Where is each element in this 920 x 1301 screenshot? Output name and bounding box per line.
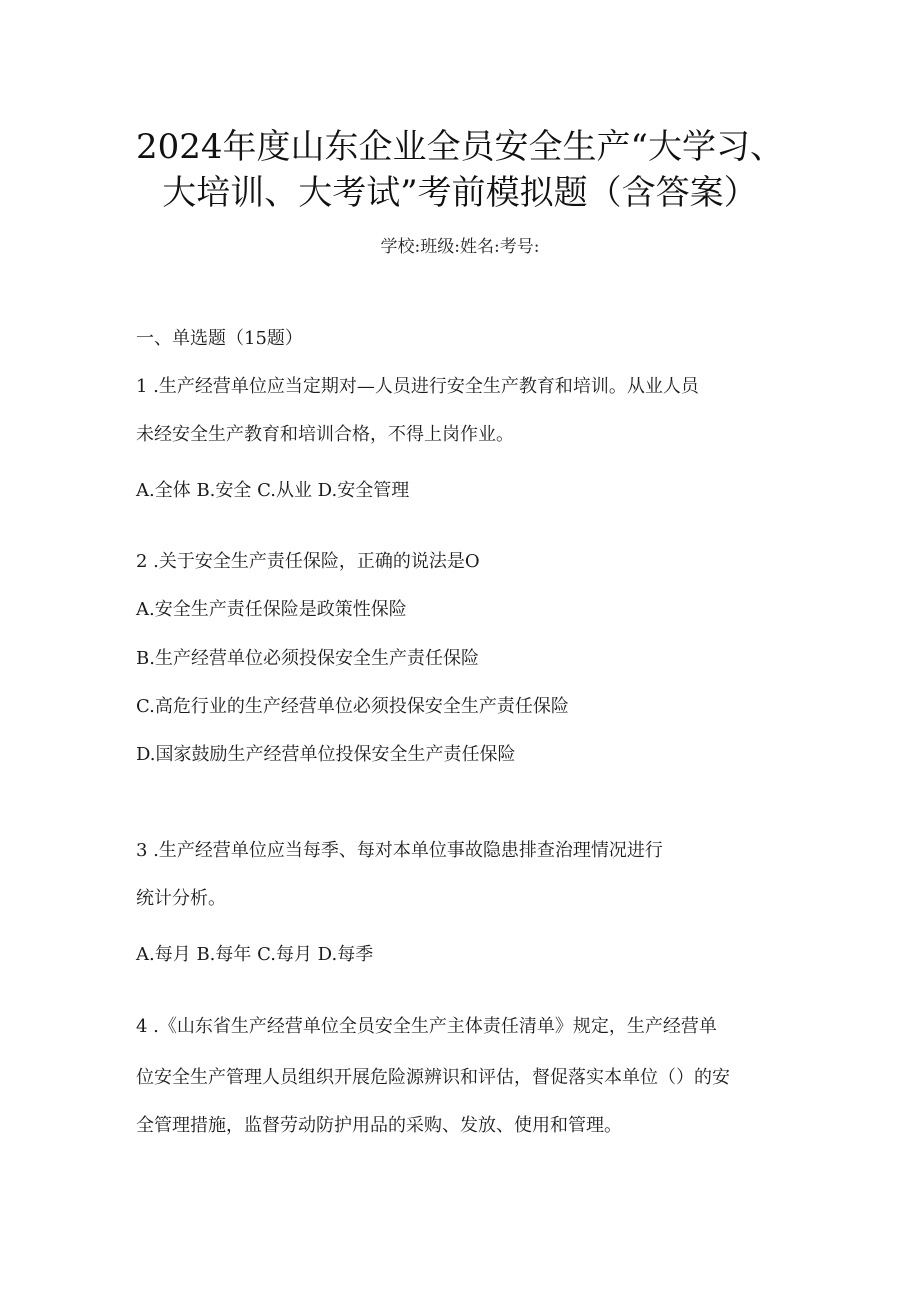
question-1-text-line-1: 1 .生产经营单位应当定期对—人员进行安全生产教育和培训。从业人员 xyxy=(136,376,699,397)
question-4-text-line-3: 全管理措施，监督劳动防护用品的采购、发放、使用和管理。 xyxy=(136,1115,622,1136)
question-3-text-line-2: 统计分析。 xyxy=(136,888,226,909)
question-2-option-d: D.国家鼓励生产经营单位投保安全生产责任保险 xyxy=(136,744,516,765)
question-3-text-line-1: 3 .生产经营单位应当每季、每对本单位事故隐患排查治理情况进行 xyxy=(136,840,663,861)
question-2-text: 2 .关于安全生产责任保险，正确的说法是O xyxy=(136,551,480,572)
question-4-text-line-2: 位安全生产管理人员组织开展危险源辨识和评估，督促落实本单位（）的安 xyxy=(136,1067,730,1088)
question-2-option-c: C.高危行业的生产经营单位必须投保安全生产责任保险 xyxy=(136,696,569,717)
document-title-line-2: 大培训、大考试”考前模拟题（含答案） xyxy=(162,173,758,213)
question-1-options: A.全体 B.安全 C.从业 D.安全管理 xyxy=(136,480,410,501)
section-heading: 一、单选题（15题） xyxy=(136,328,303,349)
student-info-line: 学校:班级:姓名:考号: xyxy=(380,237,540,257)
question-3-options: A.每月 B.每年 C.每月 D.每季 xyxy=(136,944,374,965)
question-4-text-line-1: 4 .《山东省生产经营单位全员安全生产主体责任清单》规定，生产经营单 xyxy=(136,1016,717,1037)
question-1-text-line-2: 未经安全生产教育和培训合格，不得上岗作业。 xyxy=(136,424,514,445)
question-2-option-a: A.安全生产责任保险是政策性保险 xyxy=(136,599,407,620)
document-title-line-1: 2024年度山东企业全员安全生产“大学习、 xyxy=(136,127,784,167)
question-2-option-b: B.生产经营单位必须投保安全生产责任保险 xyxy=(136,648,479,669)
